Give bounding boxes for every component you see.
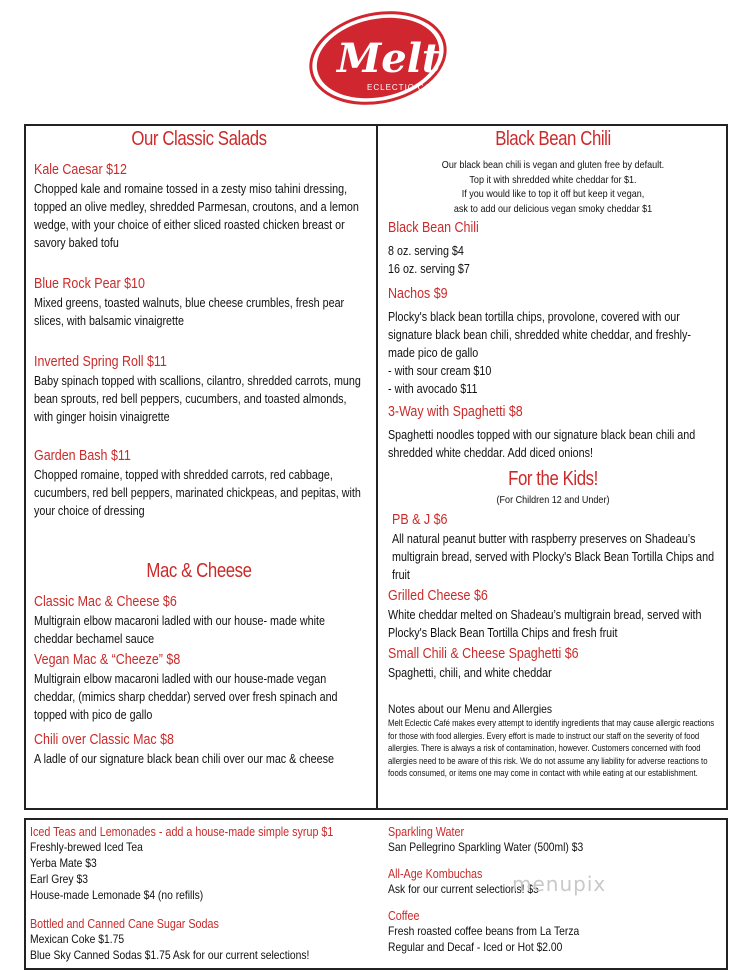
chili-title: Black Bean Chili <box>495 128 611 150</box>
kids-desc: White cheddar melted on Shadeau’s multigrain bread, served with Plocky's Black Bean Tortilla Chips and fresh fruit <box>388 608 702 640</box>
salad-desc: Mixed greens, toasted walnuts, blue cheese crumbles, fresh pear slices, with balsamic vinaigrette <box>34 296 345 328</box>
drink-group-title: Sparkling Water <box>388 825 465 839</box>
drink-group-title: Coffee <box>388 909 420 923</box>
salad-name: Blue Rock Pear $10 <box>34 276 145 292</box>
mac-desc: Multigrain elbow macaroni ladled with our house- made white cheddar bechamel sauce <box>34 614 326 646</box>
kids-subtitle: (For Children 12 and Under) <box>496 494 610 506</box>
chili-item: 3-Way with Spaghetti $8 Spaghetti noodles topped with our signature black bean chili and shredded white cheddar. Add diced onions! <box>388 404 696 460</box>
salad-item <box>34 448 364 520</box>
salad-item <box>34 276 364 330</box>
chili-name: Black Bean Chili <box>388 220 479 236</box>
melt-logo <box>305 10 451 106</box>
kids-desc: All natural peanut butter with raspberry preserves on Shadeau’s multigrain bread, served with Plocky's Black Bean Tortilla Chips and fruit <box>392 532 715 582</box>
salad-desc: Chopped romaine, topped with shredded carrots, red cabbage, cucumbers, red bell peppers, marinated chickpeas, and pepitas, with your choice of dressing <box>34 468 361 518</box>
drink-group: Bottled and Canned Cane Sugar Sodas Mexican Coke $1.75 Blue Sky Canned Sodas $1.75 Ask for our current selections! <box>30 917 370 963</box>
chili-item: Black Bean Chili 8 oz. serving $4 16 oz. serving $7 <box>388 220 718 278</box>
drink-group-title: Bottled and Canned Cane Sugar Sodas <box>30 917 219 931</box>
salad-name: Kale Caesar $12 <box>34 162 127 178</box>
salad-desc: Chopped kale and romaine tossed in a zesty miso tahini dressing, topped an olive medley, shredded Parmesan, croutons, and a lemon wedge, with your choice of either sliced roasted chicken breast or savory baked tofu <box>34 182 359 250</box>
drink-group: Iced Teas and Lemonades - add a house-made simple syrup $1 Freshly-brewed Iced Tea Yerba Mate $3 Earl Grey $3 House-made Lemonade $4 (no refills) <box>30 825 370 903</box>
kids-title: For the Kids! <box>508 468 598 490</box>
drink-group: Coffee Fresh roasted coffee beans from La Terza Regular and Decaf - Iced or Hot $2.00 <box>388 909 718 955</box>
chili-name: 3-Way with Spaghetti $8 <box>388 404 523 420</box>
mac-desc: Multigrain elbow macaroni ladled with our house-made vegan cheddar, (mimics sharp cheddar) served over fresh spinach and topped with pico de gallo <box>34 672 338 722</box>
mac-name: Vegan Mac & “Cheeze” $8 <box>34 652 181 668</box>
chili-intro: Our black bean chili is vegan and gluten free by default. Top it with shredded white cheddar for $1. If you would like to top it off but keep it vegan, ask to add our delicious vegan smoky cheddar $1 <box>441 159 665 215</box>
mac-item <box>34 732 364 768</box>
column-divider <box>376 124 378 810</box>
drink-group: Sparkling Water San Pellegrino Sparkling Water (500ml) $3 <box>388 825 718 855</box>
logo-wordmark: Melt <box>337 35 441 82</box>
notes-body: Melt Eclectic Café makes every attempt to identify ingredients that may cause allergic reactions for those with food allergies. Every effort is made to instruct our staff on the severity of food allergies. There is always a risk of contamination, however. Customers concerned with food allergies need to be aware of this risk. We do not assume any liability for adverse reactions to foods consumed, or items one may come in contact with while eating at our establishment. <box>388 718 715 779</box>
menupix-watermark: menupix <box>512 872 607 896</box>
notes-title: Notes about our Menu and Allergies <box>388 702 553 716</box>
salad-name: Inverted Spring Roll $11 <box>34 354 167 370</box>
drink-group-title: Iced Teas and Lemonades - add a house-made simple syrup $1 <box>30 825 334 839</box>
drink-group: All-Age Kombuchas Ask for our current selections! $5 <box>388 867 718 897</box>
salad-item <box>34 354 364 426</box>
kids-name: Grilled Cheese $6 <box>388 588 488 604</box>
mac-item <box>34 652 364 724</box>
salad-item <box>34 162 364 252</box>
salad-desc: Baby spinach topped with scallions, cilantro, shredded carrots, mung bean sprouts, red bell peppers, cucumbers, and toasted almonds, with ginger hoisin vinaigrette <box>34 374 361 424</box>
salad-name: Garden Bash $11 <box>34 448 131 464</box>
chili-item: Nachos $9 Plocky's black bean tortilla chips, provolone, covered with our signature black bean chili, shredded white cheddar, and freshly-made pico de gallo - with sour cream $10 - with avocado $11 <box>388 286 691 396</box>
mac-title: Mac & Cheese <box>146 560 252 582</box>
kids-name: Small Chili & Cheese Spaghetti $6 <box>388 646 579 662</box>
kids-item <box>388 588 718 642</box>
drink-group-title: All-Age Kombuchas <box>388 867 483 881</box>
kids-item <box>392 512 718 584</box>
mac-name: Chili over Classic Mac $8 <box>34 732 174 748</box>
allergy-notes <box>388 702 718 780</box>
mac-desc: A ladle of our signature black bean chili over our mac & cheese <box>34 752 334 766</box>
mac-item <box>34 594 364 648</box>
kids-item <box>388 646 718 682</box>
kids-desc: Spaghetti, chili, and white cheddar <box>388 666 552 680</box>
salads-title: Our Classic Salads <box>131 128 267 150</box>
chili-name: Nachos $9 <box>388 286 448 302</box>
kids-name: PB & J $6 <box>392 512 448 528</box>
logo-tagline: ECLECTIC CAFE <box>367 83 444 92</box>
mac-name: Classic Mac & Cheese $6 <box>34 594 177 610</box>
